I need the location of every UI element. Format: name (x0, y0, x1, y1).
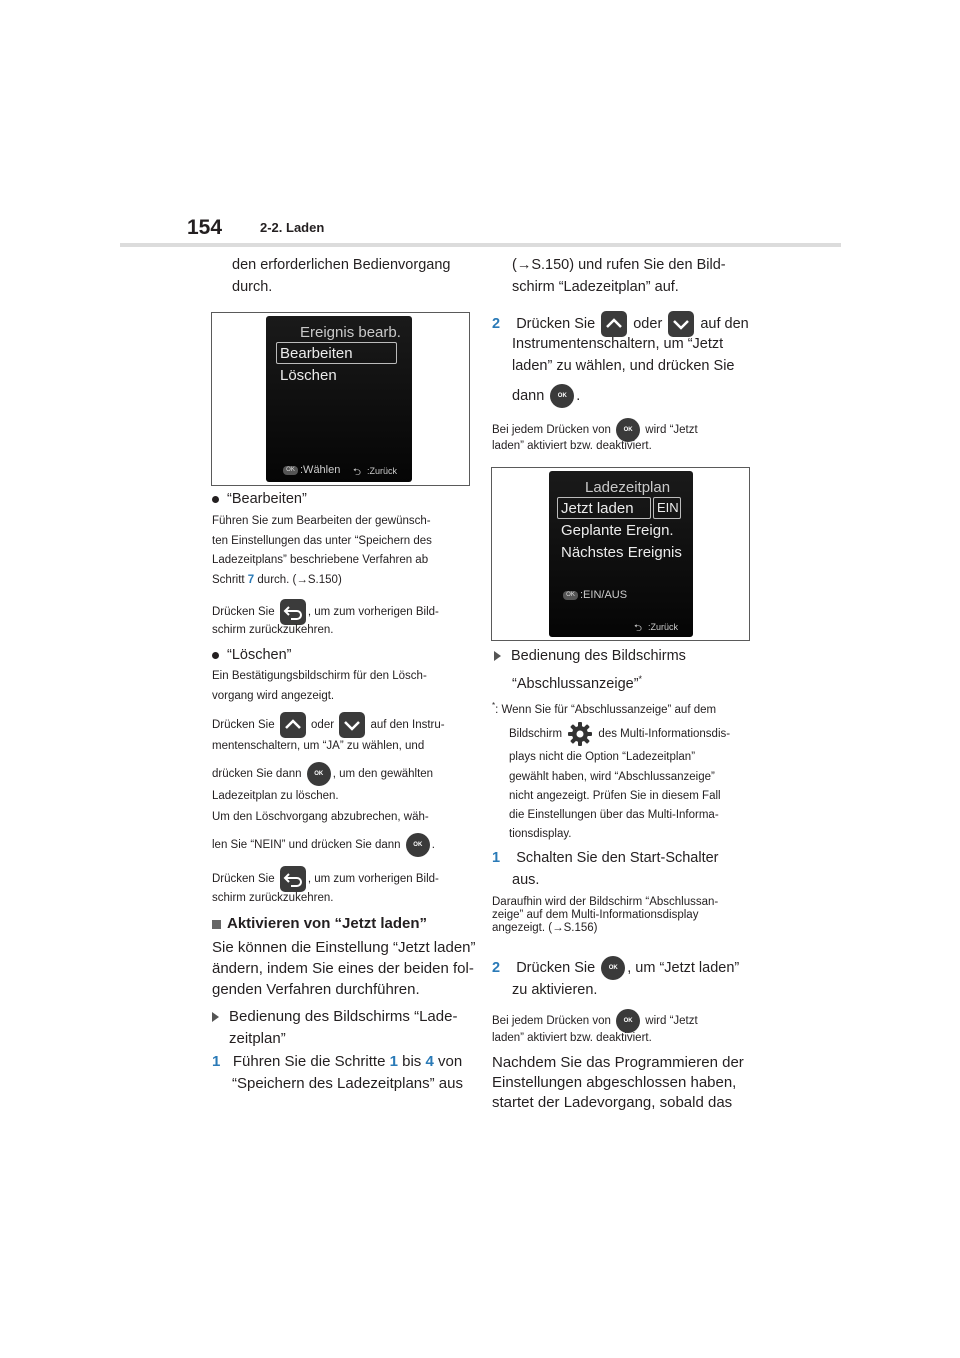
ok-button-icon: OK (601, 956, 625, 980)
screen2-item-2: Geplante Ereign. (561, 522, 674, 539)
bearbeiten-line-4 (212, 573, 342, 588)
text: wird “Jetzt (642, 424, 698, 437)
final-2: Einstellungen abgeschlossen haben, (492, 1074, 737, 1091)
screen2-frame (491, 467, 750, 641)
footnote-e: nicht angezeigt. Prüfen Sie in diesem Fall (509, 790, 721, 802)
loeschen-line-6: Ladezeitplan zu löschen. (212, 790, 339, 802)
note-2a: Daraufhin wird der Bildschirm “Abschlussan- (492, 896, 719, 908)
text: Drücken Sie (212, 719, 278, 731)
screen1-ok-badge: OK (283, 466, 298, 475)
screen2-back-icon: ⮌ (634, 623, 643, 634)
text: dann (512, 388, 549, 404)
footnote-f: die Einstellungen über das Multi-Informa- (509, 809, 719, 821)
loeschen-line-5 (212, 759, 433, 789)
text: wird “Jetzt (642, 1015, 698, 1028)
footnote-d: gewählt haben, wird “Abschlussanzeige” (509, 771, 715, 783)
arrow-bullet-icon (212, 1012, 219, 1022)
screen1-display (266, 316, 412, 482)
text: oder (307, 719, 338, 731)
bearbeiten-back-line-2: schirm zurückzukehren. (212, 624, 334, 636)
loeschen-heading (212, 644, 291, 666)
back-button-icon (280, 866, 306, 892)
text: von (433, 1053, 463, 1070)
note-3b: laden” aktiviert bzw. deaktiviert. (492, 1032, 652, 1044)
right-top-2: schirm “Ladezeitplan” auf. (512, 279, 679, 295)
text: Bedienung des Bildschirms (511, 648, 686, 664)
screen1-back-hint: :Zurück (367, 466, 398, 476)
step-1b: “Speichern des Ladezeitplans” aus (232, 1075, 463, 1092)
screen1-item-1: Bearbeiten (280, 345, 353, 362)
loeschen-line-3 (212, 710, 445, 740)
loeschen-back-line-2: schirm zurückzukehren. (212, 892, 334, 904)
screen2-ok-badge: OK (563, 591, 578, 600)
loeschen-heading-text: “Löschen” (227, 647, 292, 663)
bearbeiten-heading (212, 488, 307, 510)
step-number: 7 (247, 574, 255, 586)
bullet-icon (212, 652, 219, 659)
ok-button-icon: OK (616, 1009, 640, 1033)
bearbeiten-line-3: Ladezeitplans” beschriebene Verfahren ab (212, 554, 429, 566)
screen2-display (549, 471, 693, 637)
aktivieren-body-2: ändern, indem Sie eines der beiden fol- (212, 960, 474, 977)
ok-button-icon: OK (550, 384, 574, 408)
screen2-value: EIN (657, 500, 679, 515)
back-text-b: , um zum vorherigen Bild- (307, 606, 439, 618)
sub-heading-2 (494, 645, 686, 667)
ok-button-icon: OK (307, 762, 331, 786)
text: auf den (696, 316, 749, 332)
note-2c: angezeigt. (→S.156) (492, 922, 598, 934)
text: Drücken Sie (212, 873, 278, 885)
screen1-ok-hint: :Wählen (300, 464, 341, 476)
loeschen-back-line (212, 864, 439, 894)
step-number: 2 (492, 960, 501, 976)
text: Bei jedem Drücken von (492, 1015, 615, 1028)
section-title: 2-2. Laden (260, 220, 325, 235)
step-2d (512, 381, 580, 411)
text: drücken Sie dann (212, 768, 305, 780)
text: Bei jedem Drücken von (492, 424, 615, 437)
footnote-a (492, 698, 716, 718)
right-top-1: (→S.150) und rufen Sie den Bild- (512, 257, 726, 273)
footnote-mark: * (638, 674, 643, 684)
step-ref: 1 (389, 1053, 398, 1070)
aktivieren-heading-text: Aktivieren von “Jetzt laden” (227, 915, 428, 932)
step-2b: Instrumentenschaltern, um “Jetzt (512, 336, 724, 352)
screen2-item-1: Jetzt laden (561, 500, 634, 517)
text: auf den Instru- (367, 719, 445, 731)
sub-heading-1 (212, 1006, 457, 1028)
square-bullet-icon (212, 920, 221, 929)
aktivieren-heading (212, 913, 427, 935)
loeschen-line-8 (212, 830, 435, 860)
bearbeiten-heading-text: “Bearbeiten” (227, 491, 307, 507)
r-step-1 (492, 847, 719, 869)
footnote-star: * (492, 701, 496, 710)
up-button-icon (280, 712, 306, 738)
schritt-text: Schritt (212, 574, 248, 586)
text: Bedienung des Bildschirms “Lade- (229, 1008, 458, 1025)
text: : Wenn Sie für “Abschlussanzeige” auf dem (495, 703, 717, 716)
loeschen-line-4: mentenschaltern, um “JA” zu wählen, und (212, 740, 425, 752)
back-text-a: Drücken Sie (212, 606, 278, 618)
screen1-title: Ereignis bearb. (300, 324, 401, 341)
text: Drücken Sie (516, 960, 600, 976)
aktivieren-body-1: Sie können die Einstellung “Jetzt laden” (212, 939, 476, 956)
step-number: 1 (492, 850, 501, 866)
text: Führen Sie die Schritte (232, 1053, 390, 1070)
header-rule (120, 243, 841, 247)
text: Bildschirm (509, 728, 566, 740)
page-number: 154 (187, 216, 223, 239)
loeschen-line-7: Um den Löschvorgang abzubrechen, wäh- (212, 811, 429, 823)
step-number: 2 (492, 316, 501, 332)
text: . (576, 388, 581, 404)
text: bis (397, 1053, 426, 1070)
note-3a (492, 1009, 698, 1033)
intro-line-2: durch. (232, 279, 273, 295)
bearbeiten-line-1: Führen Sie zum Bearbeiten der gewünsch- (212, 515, 431, 527)
step-number: 1 (212, 1053, 221, 1070)
text: . (431, 839, 435, 851)
screen2-back-hint: :Zurück (648, 622, 679, 632)
screen2-title: Ladezeitplan (585, 479, 671, 496)
screen1-item-2: Löschen (280, 367, 337, 384)
sub-heading-2b (512, 668, 642, 695)
footnote-g: tionsdisplay. (509, 828, 572, 840)
intro-line-1: den erforderlichen Bedienvorgang (232, 257, 451, 273)
ok-button-icon: OK (406, 833, 430, 857)
sub-heading-1b: zeitplan” (229, 1030, 286, 1047)
text: len Sie “NEIN” und drücken Sie dann (212, 839, 404, 851)
footnote-c: plays nicht die Option “Ladezeitplan” (509, 751, 696, 763)
text: , um “Jetzt laden” (627, 960, 740, 976)
note-1b: laden” aktiviert bzw. deaktiviert. (492, 440, 652, 452)
footnote-b (509, 720, 730, 748)
final-3: startet der Ladevorgang, sobald das (492, 1094, 733, 1111)
ok-button-icon: OK (616, 418, 640, 442)
gear-icon (567, 721, 593, 747)
screen2-item-3: Nächstes Ereignis (561, 544, 682, 561)
bearbeiten-line-2: ten Einstellungen das unter “Speichern des (212, 535, 432, 547)
step-1 (212, 1051, 462, 1073)
r-step-1b: aus. (512, 872, 540, 888)
text: Drücken Sie (516, 316, 600, 332)
aktivieren-body-3: genden Verfahren durchführen. (212, 981, 420, 998)
text: , um zum vorherigen Bild- (307, 873, 439, 885)
bullet-icon (212, 496, 219, 503)
step-ref: 4 (425, 1053, 434, 1070)
durch-text: durch. (→S.150) (254, 574, 342, 586)
text: Schalten Sie den Start-Schalter (516, 850, 719, 866)
screen1-frame (211, 312, 470, 486)
final-1: Nachdem Sie das Programmieren der (492, 1054, 744, 1071)
text: , um den gewählten (332, 768, 434, 780)
step-2c: laden” zu wählen, und drücken Sie (512, 358, 735, 374)
screen2-ok-hint: :EIN/AUS (580, 589, 628, 601)
note-2b: zeige” auf dem Multi-Informationsdisplay (492, 909, 699, 921)
text: oder (629, 316, 667, 332)
back-button-icon (280, 599, 306, 625)
screen1-back-icon: ⮌ (353, 467, 362, 478)
text: “Abschlussanzeige” (512, 675, 639, 692)
down-button-icon (339, 712, 365, 738)
arrow-bullet-icon (494, 651, 501, 661)
r-step-2b: zu aktivieren. (512, 982, 598, 998)
loeschen-line-1: Ein Bestätigungsbildschirm für den Lösch- (212, 670, 427, 682)
text: des Multi-Informationsdis- (595, 728, 731, 740)
loeschen-line-2: vorgang wird angezeigt. (212, 690, 335, 702)
